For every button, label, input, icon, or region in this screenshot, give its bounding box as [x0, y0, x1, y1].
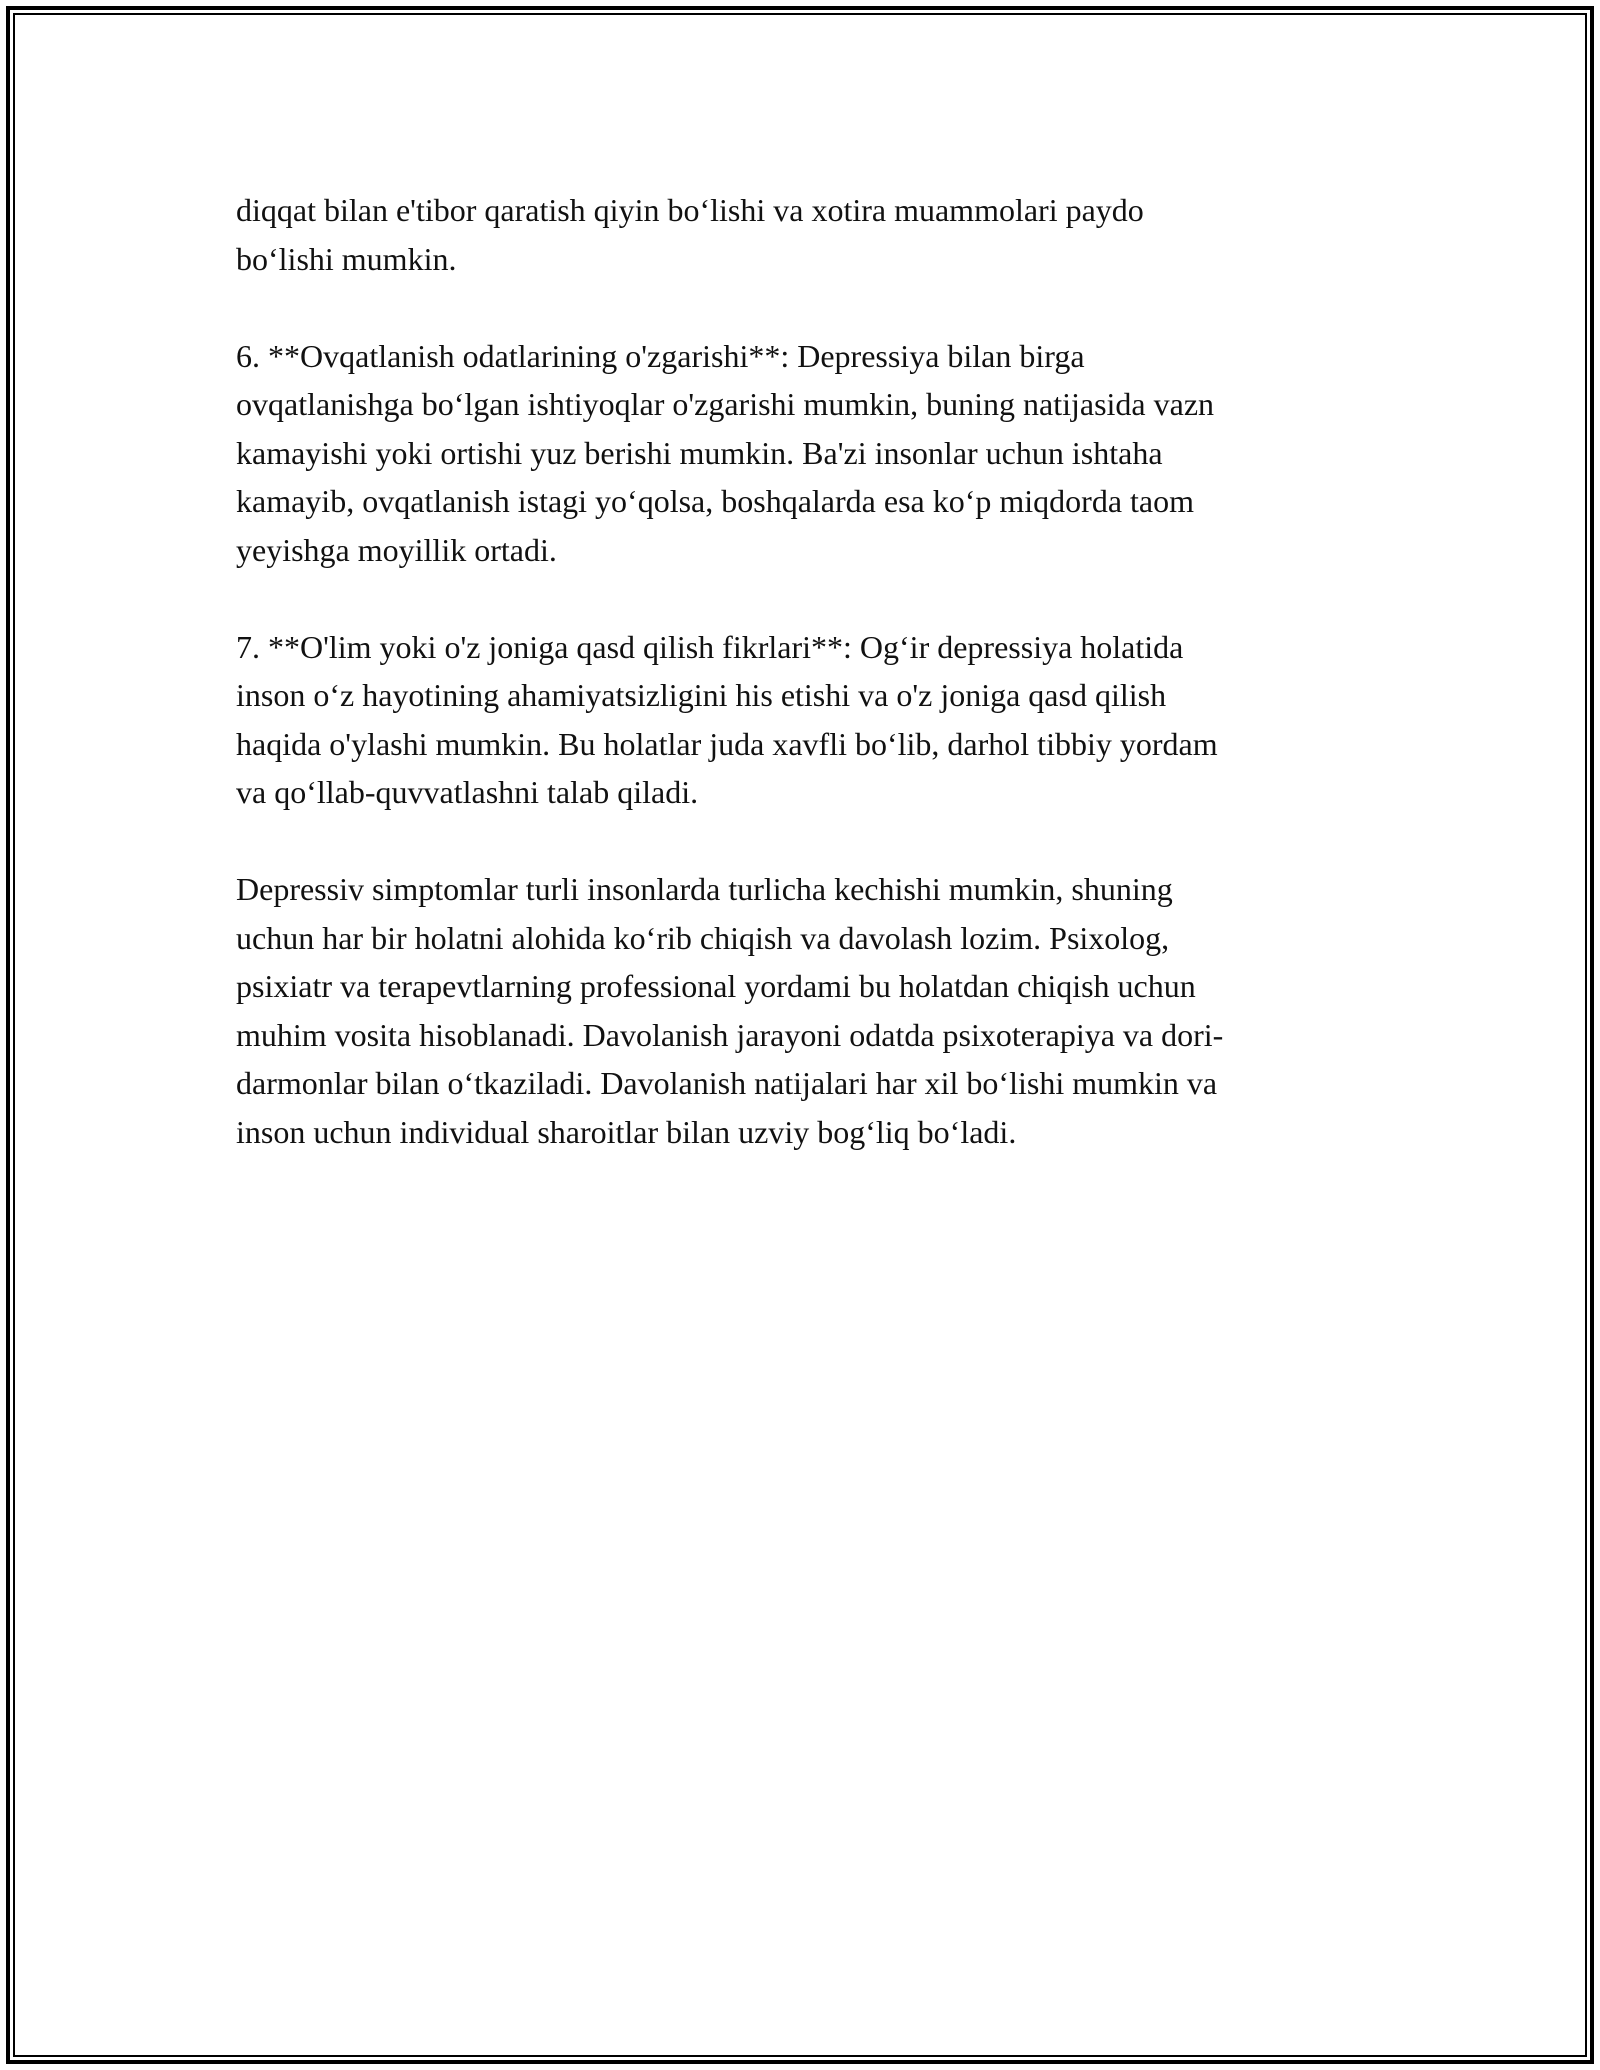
text-line: ovqatlanishga bo‘lgan ishtiyoqlar o'zgarishi mumkin, buning natijasida vazn — [236, 386, 1215, 422]
text-line: haqida o'ylashi mumkin. Bu holatlar juda xavfli bo‘lib, darhol tibbiy yordam — [236, 725, 1218, 762]
text-line: uchun har bir holatni alohida ko‘rib chiqish va davolash lozim. Psixolog, — [236, 919, 1170, 956]
text-line: 6. **Ovqatlanish odatlarining o'zgarishi**: Depressiya bilan birga — [236, 337, 1085, 374]
document-body — [236, 186, 1366, 1205]
text-line: kamayishi yoki ortishi yuz berishi mumkin. Ba'zi insonlar uchun ishtaha — [236, 434, 1163, 471]
paragraph-item-6 — [236, 332, 1366, 575]
text-line: bo‘lishi mumkin. — [236, 240, 457, 277]
text-line: psixiatr va terapevtlarning professional yordami bu holatdan chiqish uchun — [236, 968, 1196, 1004]
text-line: yeyishga moyillik ortadi. — [236, 531, 557, 568]
text-line: kamayib, ovqatlanish istagi yo‘qolsa, boshqalarda esa ko‘p miqdorda taom — [236, 483, 1194, 519]
text-line: inson o‘z hayotining ahamiyatsizligini his etishi va o'z joniga qasd qilish — [236, 677, 1167, 713]
paragraph-conclusion — [236, 865, 1366, 1156]
text-line: Depressiv simptomlar turli insonlarda turlicha kechishi mumkin, shuning — [236, 871, 1173, 907]
text-line: inson uchun individual sharoitlar bilan uzviy bog‘liq bo‘ladi. — [236, 1113, 1017, 1150]
text-line: va qo‘llab-quvvatlashni talab qiladi. — [236, 774, 699, 810]
text-line: muhim vosita hisoblanadi. Davolanish jarayoni odatda psixoterapiya va dori- — [236, 1016, 1224, 1053]
text-line: darmonlar bilan o‘tkaziladi. Davolanish natijalari har xil bo‘lishi mumkin va — [236, 1065, 1218, 1101]
paragraph-continuation — [236, 186, 1366, 283]
text-line: 7. **O'lim yoki o'z joniga qasd qilish fikrlari**: Og‘ir depressiya holatida — [236, 628, 1184, 665]
paragraph-item-7 — [236, 623, 1366, 817]
text-line: diqqat bilan e'tibor qaratish qiyin bo‘lishi va xotira muammolari paydo — [236, 192, 1144, 228]
